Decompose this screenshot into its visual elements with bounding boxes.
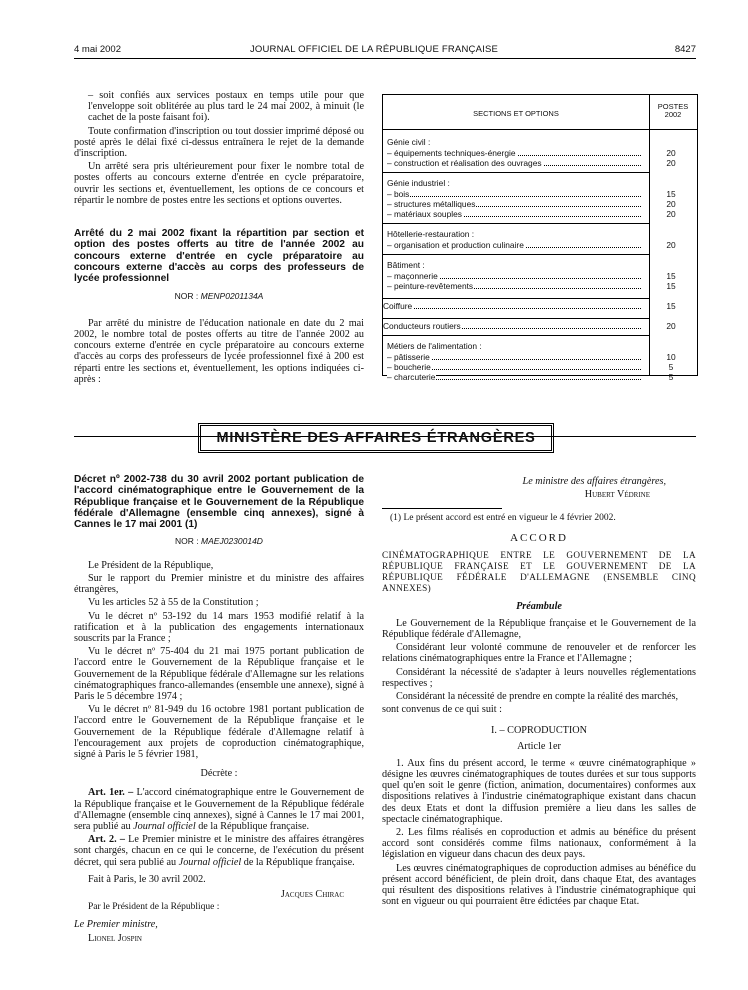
header-rule [74, 58, 696, 59]
table-group-title: Génie industriel : [387, 178, 450, 188]
table-row-label: – bois [387, 189, 410, 199]
table-row-label: – boucherie [387, 362, 431, 372]
table-row-value: 15 [666, 271, 676, 281]
leader-dots [397, 196, 641, 197]
table-row-value: 20 [666, 321, 676, 331]
confirmation-paragraph: Toute confirmation d'inscription ou tout dossier imprimé déposé ou posté après le délai fixé ci-dessus entraînera le rejet de la demande d'inscription. [74, 125, 364, 160]
accord-title: CINÉMATOGRAPHIQUE ENTRE LE GOUVERNEMENT DE LA RÉPUBLIQUE FRANÇAISE ET LE GOUVERNEMENT DE LA RÉPUBLIQUE FÉDÉRALE D'ALLEMAGNE (ENSEMBLE CINQ ANNEXES) [382, 549, 696, 594]
decree-p3: Vu les articles 52 à 55 de la Constitution ; [88, 597, 259, 609]
table-row-label: – organisation et production culinaire [387, 240, 524, 250]
fait-a-paris: Fait à Paris, le 30 avril 2002. [88, 873, 206, 885]
table-row-value: 15 [666, 189, 676, 199]
table-row-value: 15 [666, 301, 676, 311]
header-date: 4 mai 2002 [74, 44, 122, 55]
table-row [387, 199, 693, 209]
table-group-title: Métiers de l'alimentation : [387, 341, 482, 351]
art1-text-a: L'accord cinématographique entre le Gouvernement de la République française et le Gouvernement de la République fédérale d'Allemagne (ensemble cinq annexes), signé à Cannes le 17 mai 2001, sera publié au [74, 787, 364, 832]
table-row [387, 362, 693, 372]
art1-text-b: de la République française. [195, 820, 310, 832]
left-top-column [74, 90, 364, 387]
table-row-value: 20 [666, 199, 676, 209]
accord-heading: ACCORD [510, 531, 568, 544]
table-row-separator [383, 254, 649, 255]
table-row-separator [383, 223, 649, 224]
table-row-value: 15 [666, 281, 676, 291]
article1-para1: 1. Aux fins du présent accord, le terme « œuvre cinématographique » désigne les œuvres cinématographiques de toutes durées et sur tous supports quel qu'en soit le genre (fiction, animation, documentaires) conformes aux dispositions relatives à l'industrie cinématographique existant dans chacun des deux Etats et dont la diffusion première a lieu dans les salles de spectacle cinématographique. [382, 757, 696, 825]
section-heading: I. – COPRODUCTION [491, 725, 587, 737]
table-row-value: 10 [666, 352, 676, 362]
nor-label: NOR : [174, 290, 199, 301]
preamble-p5: sont convenus de ce qui suit : [382, 704, 502, 716]
table-group-title: Bâtiment : [387, 260, 425, 270]
postal-paragraph: – soit confiés aux services postaux en temps utile pour que l'enveloppe soit oblitérée au plus tard le 24 mai 2002, à minuit (le cachet de la poste faisant foi). [88, 90, 364, 124]
minister-title: Le ministre des affaires étrangères, [522, 476, 666, 487]
article1-para2: 2. Les films réalisés en coproduction et admis au bénéfice du présent accord sont considérés comme films nationaux, conformément à la législation en vigueur dans chacun des deux pays. [382, 827, 696, 861]
page-header [0, 44, 748, 58]
minister-name: Hubert Védrine [584, 489, 650, 501]
table-row-label: – équipements techniques-énergie [387, 148, 516, 158]
decree-p4: Vu le décret nº 53-192 du 14 mars 1953 modifié relatif à la ratification et à la publication des engagements internationaux souscrits par la France ; [74, 610, 364, 644]
table-row [387, 352, 693, 362]
table-row-label: – charcuterie [387, 372, 436, 382]
table-row-value: 20 [666, 158, 676, 168]
table-row-label: – construction et réalisation des ouvrages [387, 158, 542, 168]
table-row-separator [383, 172, 649, 173]
signer-chirac: Jacques Chirac [280, 888, 344, 900]
arrete-future-paragraph: Un arrêté sera pris ultérieurement pour fixer le nombre total de postes offerts au concours externe d'entrée en cycle préparatoire, ouvrir les sections et, éventuellement, les options de ce concours et répartir le nombre de postes entre les sections et options ouvertes. [74, 161, 364, 206]
table-row [387, 372, 693, 382]
article-heading: Article 1er [517, 740, 561, 752]
table-row-label: Conducteurs routiers [383, 321, 461, 331]
table-row-label: – structures métalliques [387, 199, 476, 209]
postes-year: 2002 [664, 110, 682, 119]
table-row [387, 189, 693, 199]
table-row-value: 20 [666, 209, 676, 219]
art1-label: Art. 1er. – [88, 787, 134, 799]
table-row-label: – maçonnerie [387, 271, 438, 281]
decree-p5: Vu le décret nº 75-404 du 21 mai 1975 portant publication de l'accord entre le Gouvernement de la République française et le Gouvernement de la République fédérale d'Allemagne sur les relations cinématographiques franco-allemandes (ensemble une annexe), signé à Paris le 5 décembre 1974 ; [74, 646, 364, 702]
decree-p1: Le Président de la République, [88, 559, 214, 571]
par-le-president: Par le Président de la République : [88, 902, 220, 913]
ministry-banner: MINISTÈRE DES AFFAIRES ÉTRANGÈRES [198, 423, 554, 453]
leader-dots [397, 308, 641, 309]
decree-title: Décret nº 2002-738 du 30 avril 2002 portant publication de l'accord cinématographique entre le Gouvernement de la République française et le Gouvernement de la République fédérale d'Allemagne (ensemble cinq annexes), signé à Cannes le 17 mai 2001 (1) [74, 474, 364, 531]
table-row-value: 20 [666, 240, 676, 250]
article-2 [74, 834, 364, 868]
table-row [387, 148, 693, 158]
postes-label: POSTES [657, 102, 689, 111]
footnote: (1) Le présent accord est entré en vigueur le 4 février 2002. [390, 513, 616, 524]
header-title: JOURNAL OFFICIEL DE LA RÉPUBLIQUE FRANÇAISE [249, 44, 499, 55]
preamble-p1: Le Gouvernement de la République française et le Gouvernement de la République fédérale d'Allemagne, [382, 617, 696, 641]
nor-label: NOR : [175, 536, 199, 547]
arrete-title: Arrêté du 2 mai 2002 fixant la répartition par section et option des postes offerts au titre de l'année 2002 au concours externe d'entrée en cycle préparatoire au concours externe d'accès au corps des professeurs de lycée professionnel [74, 228, 364, 285]
accord-column [382, 476, 696, 910]
arrete-body: Par arrêté du ministre de l'éducation nationale en date du 2 mai 2002, le nombre total de postes offerts au titre de l'année 2002 au concours externe d'entrée en cycle préparatoire au concours externe d'accès au corps des professeurs de lycée professionnel fixé à 200 est réparti entre les sections et, éventuellement, les options indiquées ci-après : [74, 317, 364, 385]
preamble-p3: Considérant la nécessité de s'adapter à leurs nouvelles réglementations respectives ; [382, 666, 696, 689]
article-1 [74, 787, 364, 832]
footnote-rule [382, 508, 502, 509]
decrete: Décrète : [200, 768, 238, 780]
leader-dots [397, 359, 641, 360]
table-row-label: – matériaux souples [387, 209, 462, 219]
table-row-label: – pâtisserie [387, 352, 430, 362]
table-header-sections: SECTIONS ET OPTIONS [473, 109, 559, 118]
table-row-label: Coiffure [383, 301, 413, 311]
table-row-separator [383, 298, 649, 299]
nor-code: MENP0201134A [200, 290, 264, 301]
leader-dots [397, 369, 641, 370]
art2-label: Art. 2. – [88, 834, 125, 846]
art1-jo: Journal officiel [133, 820, 196, 832]
table-row [387, 281, 693, 291]
table-row-value: 5 [668, 362, 674, 372]
decree-nor [74, 536, 364, 547]
table-row [383, 301, 693, 311]
table-group-title: Génie civil : [387, 137, 431, 147]
preamble-p2: Considérant leur volonté commune de renouveler et de renforcer les relations cinématographiques entre la France et l'Allemagne ; [382, 642, 696, 665]
preambule: Préambule [516, 600, 562, 612]
table-row-value: 20 [666, 148, 676, 158]
table-row [387, 271, 693, 281]
postes-table [382, 94, 698, 382]
table-row [387, 240, 693, 250]
nor-code: MAEJ0230014D [201, 536, 263, 547]
header-page-number: 8427 [674, 44, 696, 55]
art2-text-b: de la République française. [241, 856, 355, 868]
table-group-title: Hôtellerie-restauration : [387, 229, 475, 239]
pm-title: Le Premier ministre, [74, 919, 158, 931]
preamble-p4: Considérant la nécessité de prendre en compte la réalité des marchés, [396, 691, 679, 703]
decree-column [74, 474, 364, 946]
table-row [387, 158, 693, 168]
decree-p2: Sur le rapport du Premier ministre et du ministre des affaires étrangères, [74, 572, 364, 596]
table-row-separator [383, 335, 649, 336]
table-row [383, 321, 693, 331]
decree-p6: Vu le décret nº 81-949 du 16 octobre 1981 portant publication de l'accord entre le Gouvernement de la République française et le Gouvernement de la République fédérale d'Allemagne relatif à l'encouragement aux projets de coproduction cinématographique, signé à Paris le 5 février 1981, [74, 704, 364, 760]
art2-text-a: Le Premier ministre et le ministre des affaires étrangères sont chargés, chacun en ce qui le concerne, de l'exécution du présent décret, qui sera publié au [74, 834, 364, 868]
article1-para3: Les œuvres cinématographiques de coproduction admises au bénéfice du présent accord bénéficient, de plein droit, dans chaque Etat, des avantages qui résultent des dispositions relatives à l'industrie cinématographique qui sont en vigueur ou qui pourraient être édictées par chaque Etat. [382, 862, 696, 908]
pm-name: Lionel Jospin [88, 932, 142, 944]
table-row-separator [383, 318, 649, 319]
table-row-value: 5 [668, 372, 674, 382]
arrete-nor [74, 291, 364, 302]
table-row-label: – peinture-revêtements [387, 281, 474, 291]
table-row [387, 209, 693, 219]
art2-jo: Journal officiel [178, 856, 242, 868]
table-header-postes [649, 103, 697, 119]
